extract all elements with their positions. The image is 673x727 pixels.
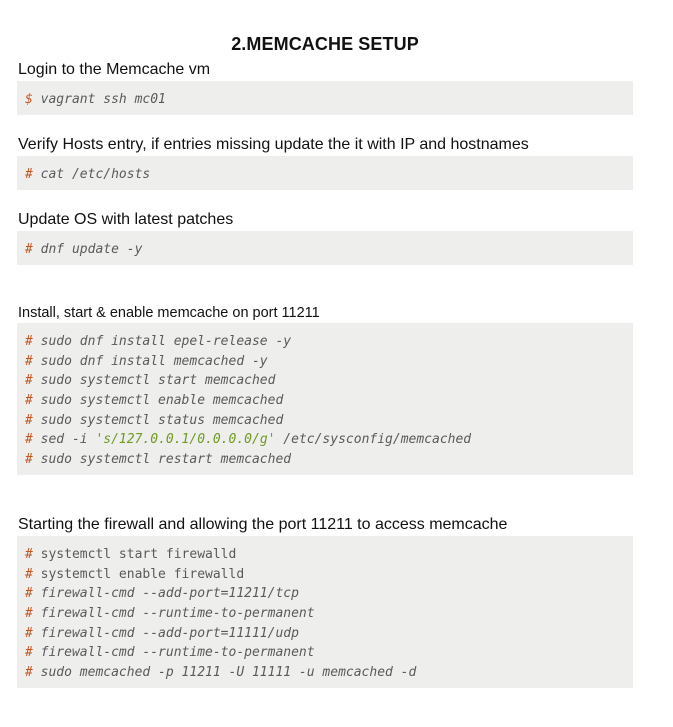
command-text: systemctl enable firewalld: [40, 566, 245, 582]
code-line: [25, 450, 625, 470]
string-literal: 's/127.0.0.1/0.0.0.0/g': [95, 432, 276, 448]
command-text: firewall-cmd --runtime-to-permanent: [40, 645, 315, 661]
prompt-symbol: #: [25, 645, 33, 661]
prompt-symbol: #: [25, 412, 33, 428]
command-text: sudo dnf install epel-release -y: [40, 334, 292, 349]
section-heading-update-os: Update OS with latest patches: [18, 211, 234, 228]
code-line: [25, 545, 625, 565]
prompt-symbol: #: [25, 432, 33, 448]
prompt-symbol: #: [25, 167, 33, 182]
code-block-login[interactable]: [17, 81, 633, 115]
code-line: [25, 391, 625, 411]
code-line: [25, 663, 625, 683]
prompt-symbol: #: [25, 606, 33, 622]
code-line: [25, 371, 625, 391]
command-text: systemctl start firewalld: [40, 547, 237, 562]
command-text: firewall-cmd --runtime-to-permanent: [40, 606, 315, 622]
code-line: [25, 430, 625, 450]
section-heading-firewall: Starting the firewall and allowing the port 11211 to access memcache: [18, 516, 508, 533]
code-line: [25, 565, 625, 585]
code-line: [25, 604, 625, 624]
command-text: sudo systemctl status memcached: [40, 412, 284, 428]
prompt-symbol: #: [25, 452, 33, 468]
prompt-symbol: #: [25, 586, 33, 602]
code-line: [25, 584, 625, 604]
code-block-verify-hosts[interactable]: [17, 156, 633, 190]
code-line: [25, 165, 625, 185]
section-heading-verify-hosts: Verify Hosts entry, if entries missing update the it with IP and hostnames: [18, 136, 529, 153]
code-block-install-memcache[interactable]: [17, 323, 633, 475]
section-heading-install-memcache: Install, start & enable memcache on port 11211: [18, 305, 320, 321]
command-text: cat /etc/hosts: [40, 167, 151, 182]
prompt-symbol: $: [25, 92, 33, 107]
prompt-symbol: #: [25, 566, 33, 582]
command-text: sudo systemctl start memcached: [40, 373, 276, 389]
command-text: sudo dnf install memcached -y: [40, 353, 268, 369]
code-line: [25, 643, 625, 663]
command-text: dnf update -y: [40, 242, 143, 257]
prompt-symbol: #: [25, 242, 33, 257]
prompt-symbol: #: [25, 393, 33, 409]
prompt-symbol: #: [25, 353, 33, 369]
command-text: firewall-cmd --add-port=11111/udp: [40, 625, 299, 641]
code-block-update-os[interactable]: [17, 231, 633, 265]
command-text: sudo memcached -p 11211 -U 11111 -u memcached -d: [40, 665, 417, 681]
code-line: [25, 332, 625, 352]
command-text: sudo systemctl restart memcached: [40, 452, 292, 468]
command-text: /etc/sysconfig/memcached: [283, 432, 472, 448]
section-heading-login: Login to the Memcache vm: [18, 61, 211, 78]
command-text: sudo systemctl enable memcached: [40, 393, 284, 409]
prompt-symbol: #: [25, 665, 33, 681]
code-line: [25, 411, 625, 431]
prompt-symbol: #: [25, 334, 33, 349]
code-block-firewall[interactable]: [17, 536, 633, 688]
code-line: [25, 90, 625, 110]
command-text: vagrant ssh mc01: [40, 92, 166, 107]
prompt-symbol: #: [25, 547, 33, 562]
code-line: [25, 352, 625, 372]
command-text: firewall-cmd --add-port=11211/tcp: [40, 586, 299, 602]
command-text: sed -i: [40, 432, 88, 448]
prompt-symbol: #: [25, 625, 33, 641]
code-line: [25, 624, 625, 644]
page-title: 2.MEMCACHE SETUP: [231, 34, 419, 54]
code-line: [25, 240, 625, 260]
prompt-symbol: #: [25, 373, 33, 389]
